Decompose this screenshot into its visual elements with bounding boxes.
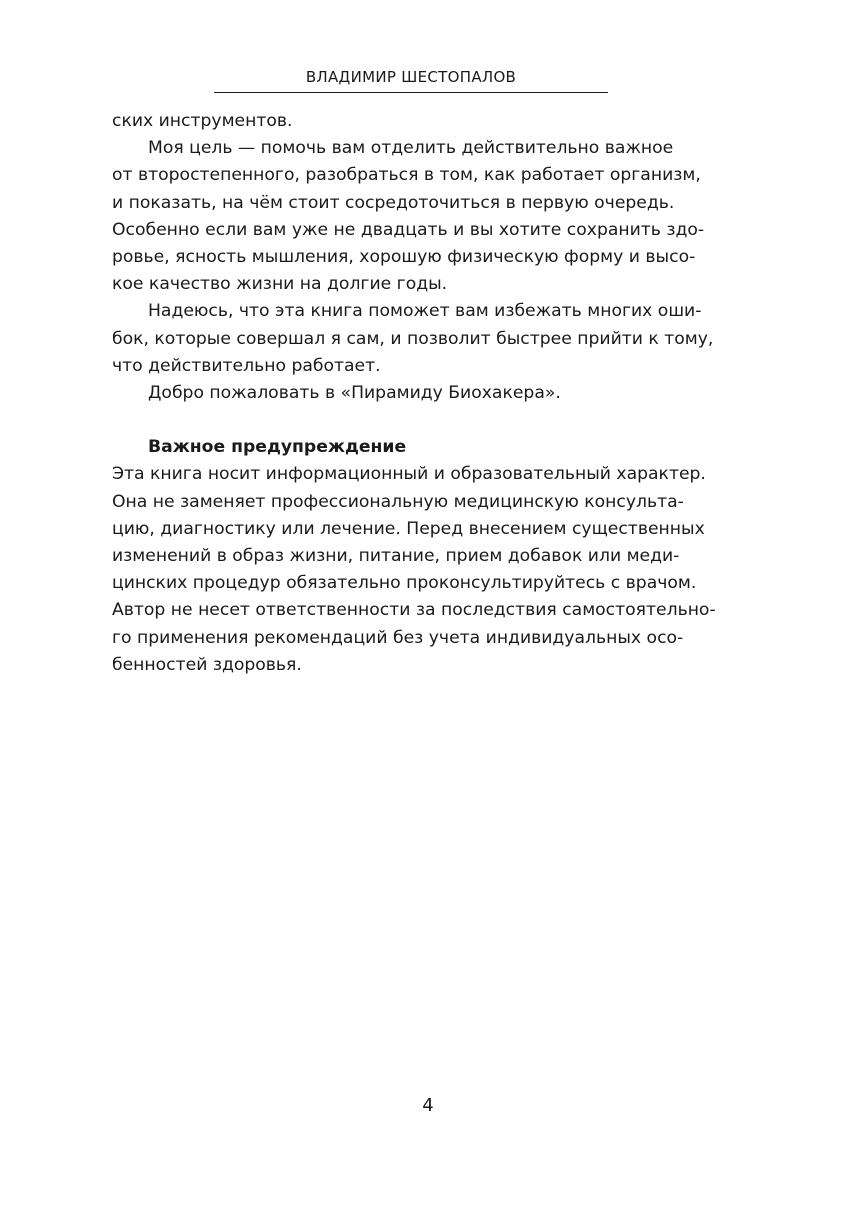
paragraph-spacer [112,407,712,434]
text-line: кое качество жизни на долгие годы. [112,274,448,295]
warning-line: цию, диагностику или лечение. Перед внесением существенных [112,518,705,539]
text-line: Добро пожаловать в «Пирамиду Биохакера». [148,382,561,403]
author-name: ВЛАДИМИР ШЕСТОПАЛОВ [305,68,517,86]
text-line: Моя цель — помочь вам отделить действительно важное [148,138,674,159]
page-number: 4 [422,1095,434,1116]
running-header [214,64,608,93]
text-line: и показать, на чём стоит сосредоточиться в первую очередь. [112,192,675,213]
warning-line: бенностей здоровья. [112,654,302,675]
text-line: что действительно работает. [112,355,381,376]
text-line: бок, которые совершал я сам, и позволит быстрее прийти к тому, [112,328,714,349]
text-line: Особенно если вам уже не двадцать и вы хотите сохранить здо- [112,219,705,240]
text-line: Надеюсь, что эта книга поможет вам избежать многих оши- [148,301,702,322]
text-line: от второстепенного, разобраться в том, как работает организм, [112,165,701,186]
warning-line: цинских процедур обязательно проконсультируйтесь с врачом. [112,573,697,594]
warning-line: Автор не несет ответственности за последствия самостоятельно- [112,600,716,621]
text-line: ских инструментов. [112,111,293,131]
warning-line: Она не заменяет профессиональную медицинскую консульта- [112,491,684,512]
warning-line: Эта книга носит информационный и образовательный характер. [112,464,706,485]
warning-line: го применения рекомендаций без учета индивидуальных осо- [112,627,684,648]
page-body [112,108,716,679]
warning-heading: Важное предупреждение [148,437,407,458]
warning-line: изменений в образ жизни, питание, прием добавок или меди- [112,546,680,566]
text-line: ровье, ясность мышления, хорошую физическую форму и высо- [112,246,696,267]
